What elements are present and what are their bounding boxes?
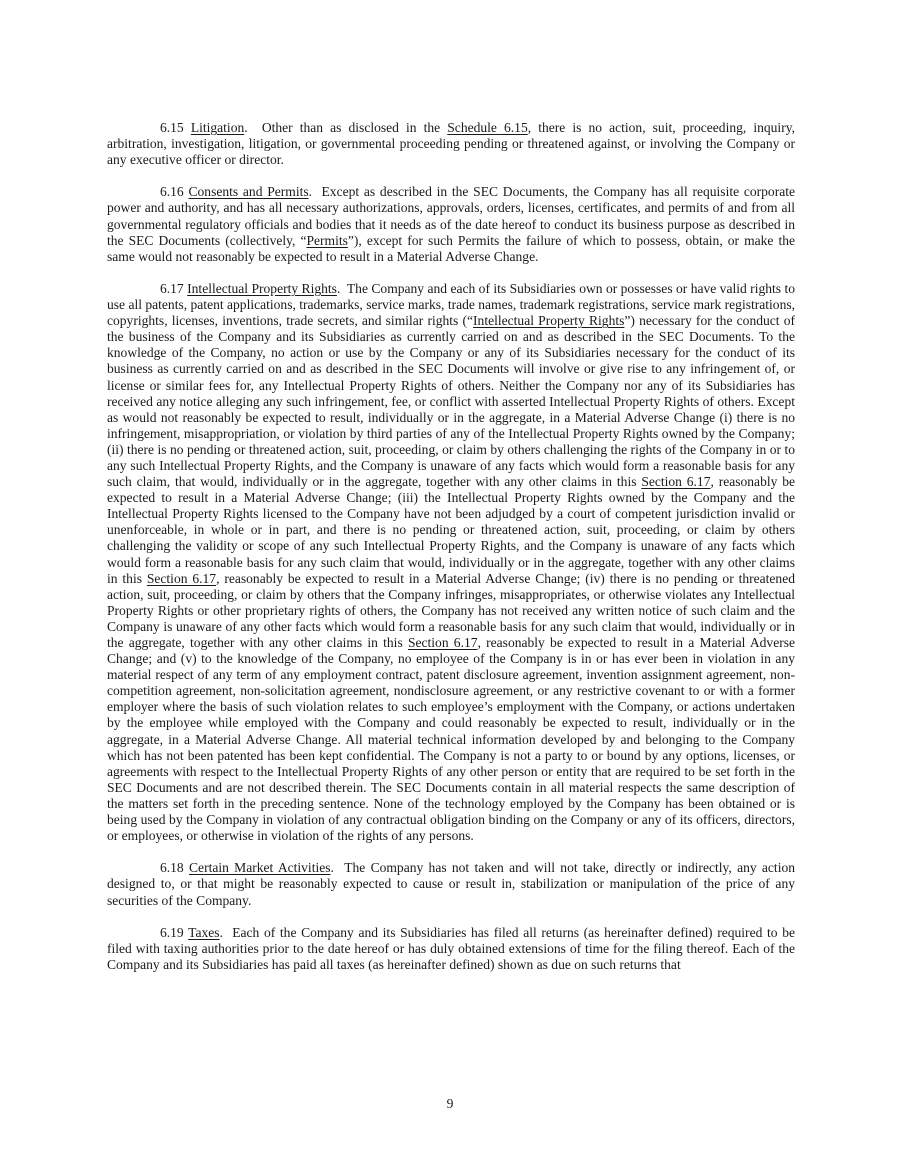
body-text: ”) necessary for the conduct of the business of the Company and its Subsidiaries as currently carried on and as described in the SEC Documents. To the knowledge of the Company, no action or use by the Company or any of its Subsidiaries necessary for the conduct of its business as currently carried on and as described in the SEC Documents will involve or give rise to any infringement of, or license or similar fees for, any Intellectual Property Rights of others. Neither the Company nor any of its Subsidiaries has received any notice alleging any such infringement, fee, or conflict with asserted Intellectual Property Rights of others. Except as would not reasonably be expected to result, individually or in the aggregate, in a Material Adverse Change (i) there is no infringement, misappropriation, or violation by third parties of any of the Intellectual Property Rights owned by the Company; (ii) there is no pending or threatened action, suit, proceeding, or claim by others challenging the rights of the Company in or to any such Intellectual Property Rights, and the Company is unaware of any facts which would form a reasonable basis for any such claim, that would, individually or in the aggregate, together with any other claims in this	[107, 313, 796, 490]
cross-reference: Section 6.17	[407, 635, 478, 650]
section-number: 6.19	[160, 924, 184, 940]
body-text: Each of the Company and its Subsidiaries has filed all returns (as hereinafter defined) required to be filed with taxing authorities prior to the date hereof or has duly obtained extensions of time for the filing thereof. Each of the Company and its Subsidiaries has paid all taxes (as hereinafter defined) shown as due on such returns that	[107, 924, 795, 972]
body-text: , reasonably be expected to result in a Material Adverse Change; and (v) to the knowledge of the Company, no employee of the Company is in or has ever been in violation in any material respect of any term of any employment contract, patent disclosure agreement, invention assignment agreement, non-competition agreement, non-solicitation agreement, nondisclosure agreement, or any restrictive covenant to or with a former employer where the basis of such violation relates to such employee’s employment with the Company, or actions undertaken by the employee while employed with the Company and could reasonably be expected to result, individually or in the aggregate, in a Material Adverse Change. All material technical information developed by and belonging to the Company which has not been patented has been kept confidential. The Company is not a party to or bound by any options, licenses, or agreements with respect to the Intellectual Property Rights of any other person or entity that are required to be set forth in the SEC Documents and are not described therein. The SEC Documents contain in all material respects the same description of the matters set forth in the preceding sentence. None of the technology employed by the Company has been obtained or is being used by the Company in violation of any contractual obligation binding on the Company or any of its officers, directors, or employees, or otherwise in violation of the rights of any persons.	[107, 635, 796, 844]
section-heading: Taxes	[188, 924, 220, 940]
cross-reference: Intellectual Property Rights	[473, 313, 625, 329]
section-heading: Certain Market Activities	[189, 860, 331, 876]
section-number: 6.18	[160, 860, 184, 876]
cross-reference: Permits	[306, 232, 348, 248]
cross-reference: Schedule 6.15	[447, 120, 528, 135]
section-heading: Consents and Permits	[188, 184, 309, 200]
body-text: , reasonably be expected to result in a Material Adverse Change; (iii) the Intellectual Property Rights owned by the Company and the Intellectual Property Rights licensed to the Company have not been adjudged by a court of competent jurisdiction invalid or unenforceable, in whole or in part, and there is no pending or threatened action, suit, proceeding, or claim by others challenging the validity or scope of any such Intellectual Property Rights, and the Company is unaware of any facts which would form a reasonable basis for any such claim that would, individually or in the aggregate, together with any other claims in this	[107, 474, 795, 586]
section-number: 6.16	[160, 184, 184, 200]
section-number: 6.17	[160, 280, 184, 296]
section-6-19: 6.19 Taxes. Each of the Company and its Subsidiaries has filed all returns (as hereinafter defined) required to be filed with taxing authorities prior to the date hereof or has duly obtained extensions of time for the filing thereof. Each of the Company and its Subsidiaries has paid all taxes (as hereinafter defined) shown as due on such returns that	[107, 924, 795, 972]
section-6-15: 6.15 Litigation. Other than as disclosed in the Schedule 6.15, there is no action, suit, proceeding, inquiry, arbitration, investigation, litigation, or governmental proceeding pending or threatened against, or involving the Company or any executive officer or director.	[107, 120, 795, 168]
body-text: , reasonably be expected to result in a Material Adverse Change; (iv) there is no pending or threatened action, suit, proceeding, or claim by others that the Company infringes, misappropriates, or otherwise violates any Intellectual Property Rights or other proprietary rights of others, the Company has not received any written notice of such claim and the Company is unaware of any other facts which would form a reasonable basis for any such claim that would, individually or in the aggregate, together with any other claims in this	[107, 570, 795, 650]
body-text: The Company and each of its Subsidiaries own or possesses or have valid rights to use all patents, patent applications, trademarks, service marks, trade names, trademark registrations, service mark registrations, copyrights, licenses, inventions, trade secrets, and similar rights (“	[107, 280, 796, 329]
section-6-17: 6.17 Intellectual Property Rights. The Company and each of its Subsidiaries own or possesses or have valid rights to use all patents, patent applications, trademarks, service marks, trade names, trademark registrations, service mark registrations, copyrights, licenses, inventions, trade secrets, and similar rights (“Intellectual Property Rights”) necessary for the conduct of the business of the Company and its Subsidiaries as currently carried on and as described in the SEC Documents. To the knowledge of the Company, no action or use by the Company or any of its Subsidiaries necessary for the conduct of its business as currently carried on and as described in the SEC Documents will involve or give rise to any infringement of, or license or similar fees for, any Intellectual Property Rights of others. Neither the Company nor any of its Subsidiaries has received any notice alleging any such infringement, fee, or conflict with asserted Intellectual Property Rights of others. Except as would not reasonably be expected to result, individually or in the aggregate, in a Material Adverse Change (i) there is no infringement, misappropriation, or violation by third parties of any of the Intellectual Property Rights owned by the Company; (ii) there is no pending or threatened action, suit, proceeding, or claim by others challenging the rights of the Company in or to any such Intellectual Property Rights, and the Company is unaware of any facts which would form a reasonable basis for any such claim, that would, individually or in the aggregate, together with any other claims in this Section 6.17, reasonably be expected to result in a Material Adverse Change; (iii) the Intellectual Property Rights owned by the Company and the Intellectual Property Rights licensed to the Company have not been adjudged by a court of competent jurisdiction invalid or unenforceable, in whole or in part, and there is no pending or threatened action, suit, proceeding, or claim by others challenging the validity or scope of any such Intellectual Property Rights, and the Company is unaware of any facts which would form a reasonable basis for any such claim that would, individually or in the aggregate, together with any other claims in this Section 6.17, reasonably be expected to result in a Material Adverse Change; (iv) there is no pending or threatened action, suit, proceeding, or claim by others that the Company infringes, misappropriates, or otherwise violates any Intellectual Property Rights or other proprietary rights of others, the Company has not received any written notice of such claim and the Company is unaware of any other facts which would form a reasonable basis for any such claim that would, individually or in the aggregate, together with any other claims in this Section 6.17, reasonably be expected to result in a Material Adverse Change; and (v) to the knowledge of the Company, no employee of the Company is in or has ever been in violation in any material respect of any term of any employment contract, patent disclosure agreement, invention assignment agreement, non-competition agreement, non-solicitation agreement, nondisclosure agreement, or any restrictive covenant to or with a former employer where the basis of such violation relates to such employee’s employment with the Company, or actions undertaken by the employee while employed with the Company and could reasonably be expected to result, individually or in the aggregate, in a Material Adverse Change. All material technical information developed by and belonging to the Company which has not been patented has been kept confidential. The Company is not a party to or bound by any options, licenses, or agreements with respect to the Intellectual Property Rights of any other person or entity that are required to be set forth in the SEC Documents and are not described therein. The SEC Documents contain in all material respects the same description of the matters set forth in the preceding sentence. None of the technology employed by the Company has been obtained or is being used by the Company in violation of any contractual obligation binding on the Company or any of its officers, directors, or employees, or otherwise in violation of the rights of any persons.	[107, 280, 796, 844]
section-number: 6.15	[160, 120, 184, 135]
section-body	[107, 281, 795, 843]
body-text: Except as described in the SEC Documents, the Company has all requisite corporate power and authority, and has all necessary authorizations, approvals, orders, licenses, certificates, and permits of and from all governmental regulatory officials and bodies that it needs as of the date hereof to conduct its business purpose as described in the SEC Documents (collectively, “	[107, 184, 796, 248]
body-text: , there is no action, suit, proceeding, inquiry, arbitration, investigation, litigation, or governmental proceeding pending or threatened against, or involving the Company or any executive officer or director.	[107, 120, 795, 168]
section-heading: Intellectual Property Rights	[187, 280, 337, 296]
cross-reference: Section 6.17	[641, 474, 711, 490]
section-6-18: 6.18 Certain Market Activities. The Company has not taken and will not take, directly or indirectly, any action designed to, or that might be reasonably expected to cause or result in, stabilization or manipulation of the price of any securities of the Company.	[107, 860, 796, 908]
body-text: ”), except for such Permits the failure of which to possess, obtain, or make the same would not reasonably be expected to result in a Material Adverse Change.	[107, 232, 795, 264]
document-page	[107, 120, 795, 989]
body-text: Other than as disclosed in the	[261, 120, 448, 135]
section-6-16: 6.16 Consents and Permits. Except as described in the SEC Documents, the Company has all requisite corporate power and authority, and has all necessary authorizations, approvals, orders, licenses, certificates, and permits of and from all governmental regulatory officials and bodies that it needs as of the date hereof to conduct its business purpose as described in the SEC Documents (collectively, “Permits”), except for such Permits the failure of which to possess, obtain, or make the same would not reasonably be expected to result in a Material Adverse Change.	[107, 184, 796, 264]
body-text: The Company has not taken and will not take, directly or indirectly, any action designed to, or that might be reasonably expected to cause or result in, stabilization or manipulation of the price of any securities of the Company.	[107, 860, 796, 908]
page-number: 9	[446, 1096, 454, 1111]
section-heading: Litigation	[190, 120, 245, 135]
cross-reference: Section 6.17	[146, 570, 217, 586]
